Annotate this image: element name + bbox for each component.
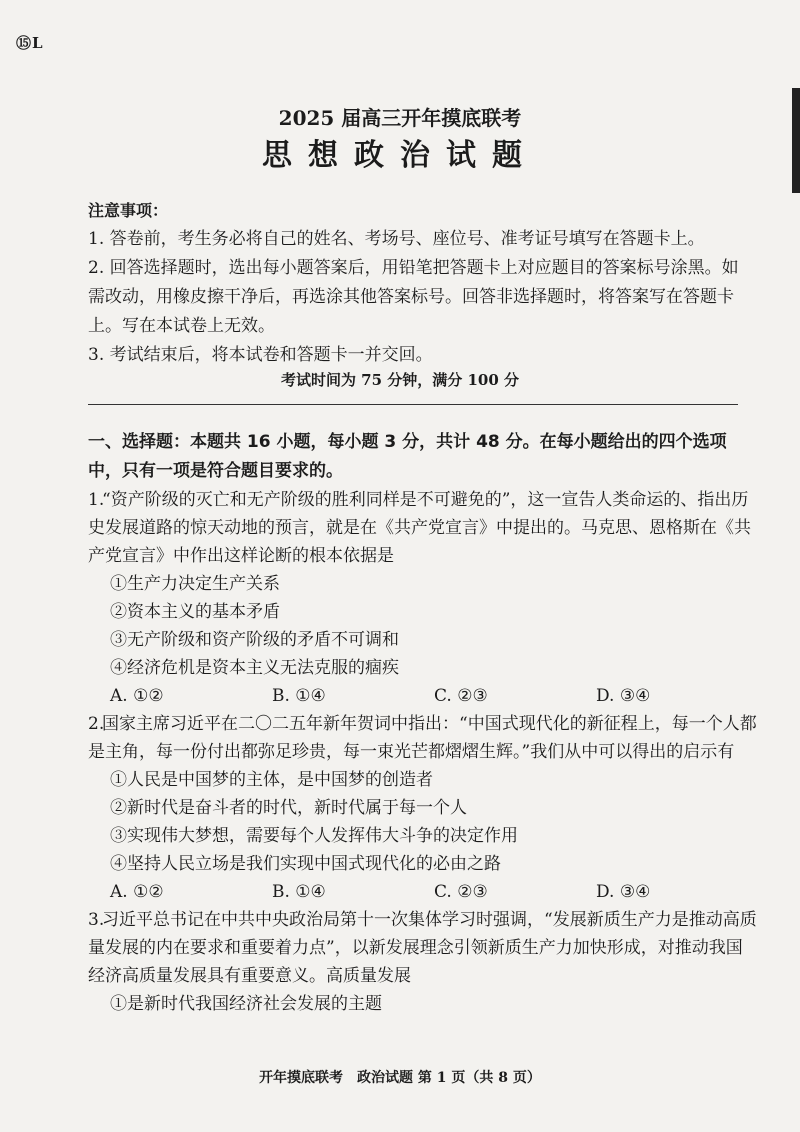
divider [88,404,738,405]
question-option: ①人民是中国梦的主体，是中国梦的创造者 [110,770,433,790]
question-option: ③实现伟大梦想，需要每个人发挥伟大斗争的决定作用 [110,826,518,846]
notice-item-1: 1. 答卷前，考生务必将自己的姓名、考场号、座位号、准考证号填写在答题卡上。 [88,229,705,249]
choice-b: B. ①④ [272,686,326,706]
page-footer: 开年摸底联考 政治试题 第 1 页（共 8 页） [259,1070,541,1086]
question-stem: “资产阶级的灭亡和无产阶级的胜利同样是不可避免的”，这一宣告人类命运的、指出历史发展道路的惊天动地的预言，就是在《共产党宣言》中提出的。马克思、恩格斯在《共产党宣言》中作出这样论断的根本依据是 [88,490,751,566]
corner-mark: ⑮L [16,34,44,52]
question-option: ②新时代是奋斗者的时代，新时代属于每一个人 [110,798,467,818]
notice-block [88,196,748,370]
choice-d: D. ③④ [596,882,651,902]
question-number: 1. [88,490,105,510]
question-list [88,486,758,1018]
choice-c: C. ②③ [434,882,488,902]
question-stem: 习近平总书记在中共中央政治局第十一次集体学习时强调，“发展新质生产力是推动高质量发展的内在要求和重要着力点”，以新发展理念引领新质生产力加快形成，对推动我国经济高质量发展具有重要意义。高质量发展 [88,910,757,986]
question-3 [88,906,758,1018]
question-2 [88,710,758,906]
exam-time-info: 考试时间为 75 分钟，满分 100 分 [280,371,520,389]
choice-d: D. ③④ [596,686,651,706]
question-number: 3. [88,910,105,930]
answer-choices [88,682,758,710]
question-option: ①是新时代我国经济社会发展的主题 [110,994,382,1014]
notice-item-3: 3. 考试结束后，将本试卷和答题卡一并交回。 [88,345,433,365]
question-option: ③无产阶级和资产阶级的矛盾不可调和 [110,630,399,650]
question-1 [88,486,758,710]
subject-title: 思想政治试题 [262,138,538,173]
question-option: ④坚持人民立场是我们实现中国式现代化的必由之路 [110,854,501,874]
choice-a: A. ①② [110,882,164,902]
question-stem: 国家主席习近平在二〇二五年新年贺词中指出：“中国式现代化的新征程上，每一个人都是主角，每一份付出都弥足珍贵，每一束光芒都熠熠生辉。”我们从中可以得出的启示有 [88,714,757,762]
exam-title: 2025 届高三开年摸底联考 [278,106,522,130]
answer-choices [88,878,758,906]
section-heading: 一、选择题：本题共 16 小题，每小题 3 分，共计 48 分。在每小题给出的四个选项中，只有一项是符合题目要求的。 [88,432,727,481]
choice-c: C. ②③ [434,686,488,706]
notice-item-2: 2. 回答选择题时，选出每小题答案后，用铅笔把答题卡上对应题目的答案标号涂黑。如需改动，用橡皮擦干净后，再选涂其他答案标号。回答非选择题时，将答案写在答题卡上。写在本试卷上无效。 [88,258,739,336]
choice-b: B. ①④ [272,882,326,902]
question-option: ④经济危机是资本主义无法克服的痼疾 [110,658,399,678]
question-number: 2. [88,714,105,734]
notice-heading: 注意事项： [88,201,169,220]
question-option: ②资本主义的基本矛盾 [110,602,280,622]
choice-a: A. ①② [110,686,164,706]
question-option: ①生产力决定生产关系 [110,574,280,594]
